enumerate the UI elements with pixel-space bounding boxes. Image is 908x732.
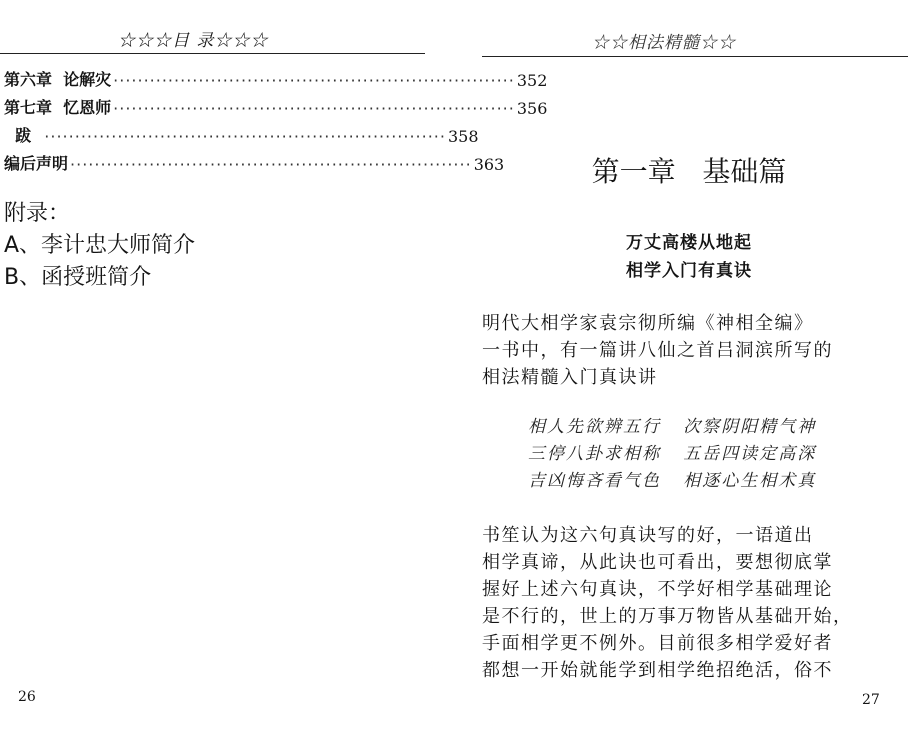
toc-label: 第六章 论解灾 bbox=[4, 70, 112, 89]
verse-line: 吉凶悔吝看气色 相逐心生相术真 bbox=[528, 471, 817, 491]
appendix-heading: 附录： bbox=[4, 201, 71, 226]
toc-page-number: 358 bbox=[447, 127, 479, 146]
running-head: ☆☆☆目 录☆☆☆ bbox=[118, 31, 269, 51]
toc-page-number: 356 bbox=[516, 99, 548, 118]
appendix-item: A、李计忠大师简介 bbox=[4, 233, 196, 258]
text-line: 书笙认为这六句真诀写的好，一语道出 bbox=[482, 525, 814, 546]
toc-leader: ·································································· bbox=[113, 71, 515, 90]
section-subtitle: 相学入门有真诀 bbox=[626, 261, 752, 281]
text-line: 相学真谛，从此诀也可看出，要想彻底掌 bbox=[482, 552, 833, 573]
right-page bbox=[470, 0, 908, 732]
toc-leader: ·································································· bbox=[70, 155, 472, 174]
toc-entry bbox=[4, 148, 505, 174]
chapter-title: 第一章 基础篇 bbox=[591, 155, 787, 188]
verse-line: 三停八卦求相称 五岳四读定高深 bbox=[528, 444, 817, 464]
toc-label: 编后声明 bbox=[4, 154, 69, 173]
header-rule bbox=[0, 53, 425, 54]
text-line: 是不行的，世上的万事万物皆从基础开始， bbox=[482, 606, 853, 627]
text-line: 相法精髓入门真诀讲 bbox=[482, 367, 658, 388]
toc-entry bbox=[4, 92, 548, 118]
verse-line: 相人先欲辨五行 次察阴阳精气神 bbox=[528, 417, 817, 437]
text-line: 都想一开始就能学到相学绝招绝活，俗不 bbox=[482, 660, 833, 681]
toc-entry bbox=[4, 120, 479, 146]
appendix-item: B、函授班简介 bbox=[4, 265, 152, 290]
toc-entry bbox=[4, 64, 548, 90]
body-paragraph bbox=[482, 522, 902, 684]
toc-label: 跋 bbox=[4, 126, 43, 145]
toc-leader: ·································································· bbox=[113, 99, 515, 118]
toc-leader: ·································································· bbox=[44, 127, 446, 146]
section-subtitle: 万丈高楼从地起 bbox=[626, 233, 752, 253]
page-number: 27 bbox=[862, 692, 880, 708]
running-head: ☆☆相法精髓☆☆ bbox=[592, 33, 736, 53]
text-line: 手面相学更不例外。目前很多相学爱好者 bbox=[482, 633, 833, 654]
text-line: 握好上述六句真诀，不学好相学基础理论 bbox=[482, 579, 833, 600]
text-line: 明代大相学家袁宗彻所编《神相全编》 bbox=[482, 313, 814, 334]
body-paragraph bbox=[482, 310, 902, 391]
toc-page-number: 363 bbox=[473, 155, 505, 174]
toc-label: 第七章 忆恩师 bbox=[4, 98, 112, 117]
header-rule bbox=[482, 56, 908, 57]
page-number: 26 bbox=[18, 689, 36, 705]
text-line: 一书中，有一篇讲八仙之首吕洞滨所写的 bbox=[482, 340, 833, 361]
toc-page-number: 352 bbox=[516, 71, 548, 90]
